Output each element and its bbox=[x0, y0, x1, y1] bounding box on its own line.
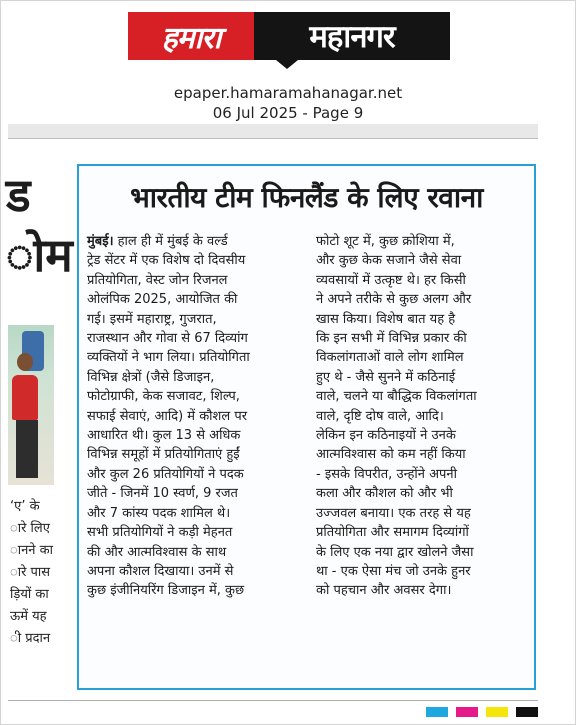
fragment-line: ऊमें यह bbox=[10, 609, 47, 624]
article-line: व्यक्तियों ने भाग लिया। प्रतियोगिता bbox=[87, 350, 250, 366]
article-line: ट्रेड सेंटर में एक विशेष दो दिवसीय bbox=[87, 253, 246, 269]
registration-swatch bbox=[426, 707, 448, 717]
article-line: और 7 कांस्य पदक शामिल थे। bbox=[87, 505, 231, 521]
article-column-1 bbox=[87, 232, 297, 601]
article-line: था - एक ऐसा मंच जो उनके हुनर bbox=[316, 563, 471, 579]
article-line: की और आत्मविश्वास के साथ bbox=[87, 544, 227, 560]
masthead-notch bbox=[276, 60, 298, 69]
article-line: मुंबई। हाल ही में मुंबई के वर्ल्ड bbox=[87, 234, 228, 249]
article-line: खास किया। विशेष बात यह है bbox=[316, 311, 456, 327]
article-line: ने अपने तरीके से कुछ अलग और bbox=[316, 292, 472, 308]
article-line: और कुल 26 प्रतियोगियों ने पदक bbox=[87, 466, 244, 482]
source-url: epaper.hamaramahanagar.net bbox=[173, 84, 403, 102]
registration-swatch bbox=[516, 707, 538, 717]
article-line: आत्मविश्वास को कम नहीं किया bbox=[316, 447, 466, 463]
article-line: प्रतियोगिता, वेस्ट जोन रिजनल bbox=[87, 272, 228, 288]
article-line: वाले, चलने या बौद्धिक विकलांगता bbox=[316, 389, 477, 405]
fragment-line: ी प्रदान bbox=[10, 631, 51, 646]
article-line: अपना कौशल दिखाया। उनमें से bbox=[87, 563, 234, 579]
registration-swatch bbox=[456, 707, 478, 717]
article-line: हुए थे - जैसे सुनने में कठिनाई bbox=[316, 369, 456, 385]
fragment-line: ारे पास bbox=[10, 565, 51, 580]
article-line: ओलंपिक 2025, आयोजित की bbox=[87, 292, 238, 308]
article-line: कि इन सभी में विभिन्न प्रकार की bbox=[316, 331, 467, 347]
article-line: वाले, दृष्टि दोष वाले, आदि। bbox=[316, 408, 444, 424]
article-line: विकलांगताओं वाले लोग शामिल bbox=[316, 350, 464, 366]
article-line: सभी प्रतियोगियों ने कड़ी मेहनत bbox=[87, 525, 233, 541]
article-box bbox=[77, 164, 536, 690]
masthead-left: हमारा bbox=[128, 12, 254, 60]
article-headline: भारतीय टीम फिनलैंड के लिए रवाना bbox=[130, 181, 483, 214]
fragment-line: ानने का bbox=[10, 543, 54, 558]
fragment-headline-1: ड bbox=[6, 168, 31, 222]
fragment-line: ड़ियों का bbox=[10, 587, 49, 602]
masthead-right: महानगर bbox=[254, 12, 450, 60]
article-line: उज्जवल बनाया। एक तरह से यह bbox=[316, 505, 471, 521]
article-line: कला और कौशल को और भी bbox=[316, 486, 453, 502]
fragment-photo bbox=[8, 325, 54, 485]
article-line: आधारित थी। कुल 13 से अधिक bbox=[87, 428, 241, 444]
fragment-headline-2: ोम bbox=[6, 228, 73, 282]
article-line: प्रतियोगिता और समागम दिव्यांगों bbox=[316, 525, 469, 541]
article-line: विभिन्न क्षेत्रों (जैसे डिजाइन, bbox=[87, 369, 215, 385]
top-strip bbox=[8, 124, 538, 139]
article-line: फोटोग्राफी, केक सजावट, शिल्प, bbox=[87, 389, 240, 405]
fragment-line: ‘ए’ के bbox=[10, 499, 40, 514]
article-line: सफाई सेवाएं, आदि) में कौशल पर bbox=[87, 408, 248, 424]
article-dateline: मुंबई। bbox=[87, 234, 114, 249]
article-line: फोटो शूट में, कुछ क्रोशिया में, bbox=[316, 234, 455, 249]
adjacent-article-fragment bbox=[6, 140, 73, 698]
masthead-logo bbox=[128, 12, 450, 60]
article-line: के लिए एक नया द्वार खोलने जैसा bbox=[316, 544, 474, 560]
article-line: विभिन्न समूहों में प्रतियोगिताएं हुईं bbox=[87, 447, 240, 463]
article-line: जीते - जिनमें 10 स्वर्ण, 9 रजत bbox=[87, 486, 238, 502]
article-line: गई। इसमें महाराष्ट्र, गुजरात, bbox=[87, 311, 217, 327]
article-line: कुछ इंजीनियरिंग डिजाइन में, कुछ bbox=[87, 583, 245, 599]
article-line: को पहचान और अवसर देगा। bbox=[316, 583, 452, 599]
registration-swatch bbox=[486, 707, 508, 717]
bottom-rule bbox=[8, 700, 538, 701]
article-line: लेकिन इन कठिनाइयों ने उनके bbox=[316, 428, 456, 444]
article-line: - इसके विपरीत, उन्होंने अपनी bbox=[316, 466, 457, 482]
article-line: और कुछ केक सजाने जैसे सेवा bbox=[316, 253, 462, 269]
fragment-line: ारे लिए bbox=[10, 521, 50, 536]
source-date-page: 06 Jul 2025 - Page 9 bbox=[212, 104, 364, 122]
article-line: व्यवसायों में उत्कृष्ट थे। हर किसी bbox=[316, 272, 466, 288]
article-line: राजस्थान और गोवा से 67 दिव्यांग bbox=[87, 331, 248, 347]
article-body bbox=[87, 232, 526, 601]
article-column-2 bbox=[316, 232, 526, 601]
